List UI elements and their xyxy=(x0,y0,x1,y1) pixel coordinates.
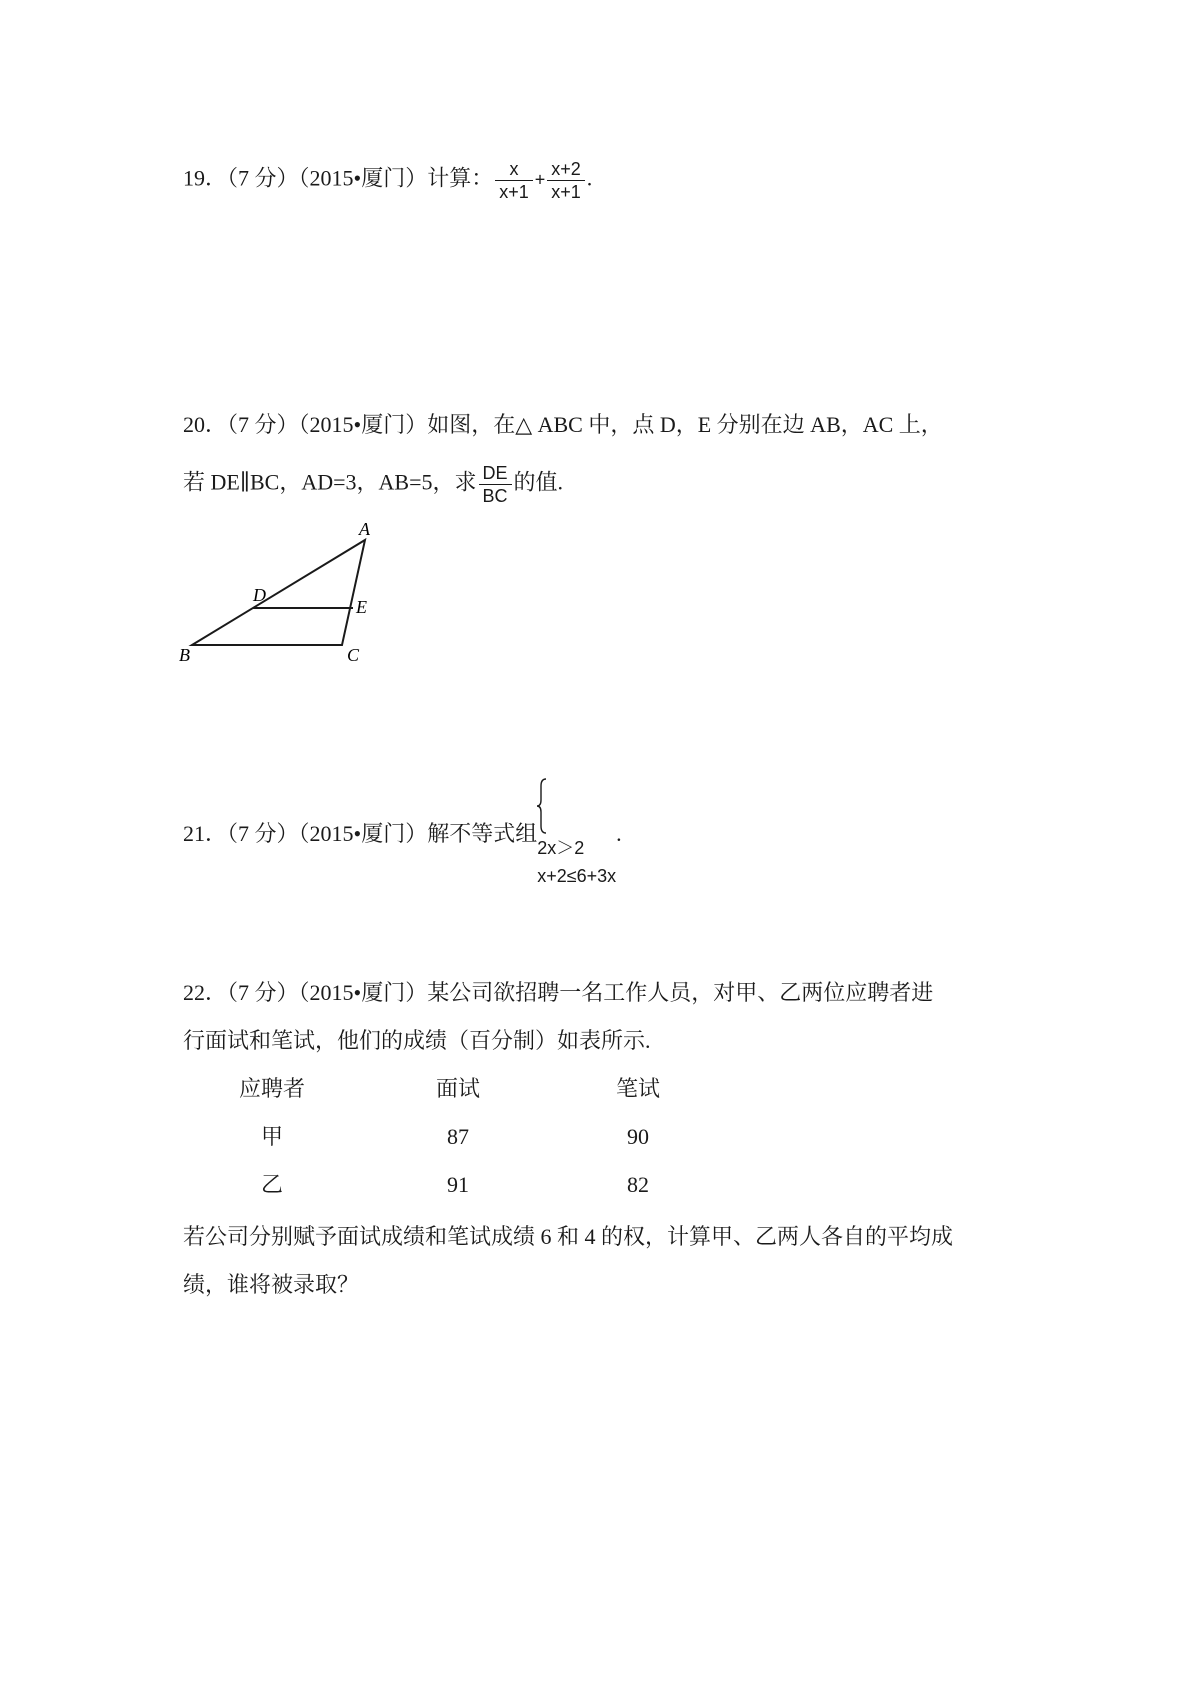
q19-frac2-numerator: x+2 xyxy=(547,158,585,181)
label-e: E xyxy=(356,597,367,617)
question-21 xyxy=(183,778,622,890)
label-a: A xyxy=(359,519,370,539)
question-22-line-3: 若公司分别赋予面试成绩和笔试成绩 6 和 4 的权，计算甲、乙两人各自的平均成 xyxy=(183,1224,954,1249)
q19-frac2-denominator: x+1 xyxy=(551,182,581,202)
table-row-2-applicant: 乙 xyxy=(260,1172,283,1197)
q21-inequality-system xyxy=(537,778,616,890)
q20-line2-suffix: 的值. xyxy=(513,469,564,495)
question-20-line-1: 20．（7 分）（2015•厦门）如图，在△ ABC 中，点 D，E 分别在边 AB，AC 上， xyxy=(183,412,943,437)
q20-frac-denominator: BC xyxy=(482,486,508,506)
triangle-figure xyxy=(175,515,395,665)
q21-row-1: 2x＞2 xyxy=(537,838,585,858)
table-header-interview: 面试 xyxy=(435,1076,480,1101)
question-19 xyxy=(183,158,592,203)
table-header-written: 笔试 xyxy=(615,1076,660,1101)
q19-operator: + xyxy=(534,169,546,190)
q19-suffix: . xyxy=(586,165,593,191)
q20-fraction xyxy=(479,462,512,507)
q21-prefix: 21．（7 分）（2015•厦门）解不等式组 xyxy=(183,821,538,846)
q20-frac-numerator: DE xyxy=(479,462,512,485)
q19-frac1-denominator: x+1 xyxy=(499,182,529,202)
q19-fraction-1 xyxy=(495,158,533,203)
label-c: C xyxy=(347,645,360,665)
table-row-2-interview: 91 xyxy=(447,1172,469,1197)
q21-row-2: x+2≤6+3x xyxy=(537,866,617,886)
table-row-1-applicant: 甲 xyxy=(260,1124,283,1149)
table-row-2-written: 82 xyxy=(627,1172,649,1197)
table-header-applicant: 应聘者 xyxy=(238,1076,305,1101)
q19-fraction-2 xyxy=(547,158,585,203)
q19-prefix: 19．（7 分）（2015•厦门）计算： xyxy=(183,165,494,191)
q19-frac1-numerator: x xyxy=(495,158,533,181)
question-22-line-2: 行面试和笔试，他们的成绩（百分制）如表所示. xyxy=(183,1028,651,1053)
question-22-line-1: 22．（7 分）（2015•厦门）某公司欲招聘一名工作人员，对甲、乙两位应聘者进 xyxy=(183,980,934,1005)
brace-icon xyxy=(537,778,547,834)
label-d: D xyxy=(253,585,266,605)
triangle-abc xyxy=(192,540,365,645)
q20-line2-prefix: 若 DE∥BC，AD=3，AB=5，求 xyxy=(183,469,477,495)
question-20-line-2 xyxy=(183,462,563,507)
question-22-line-4: 绩，谁将被录取？ xyxy=(183,1272,360,1297)
q21-suffix: . xyxy=(616,821,622,846)
table-row-1-written: 90 xyxy=(627,1124,649,1149)
table-row-1-interview: 87 xyxy=(447,1124,469,1149)
label-b: B xyxy=(179,645,190,665)
